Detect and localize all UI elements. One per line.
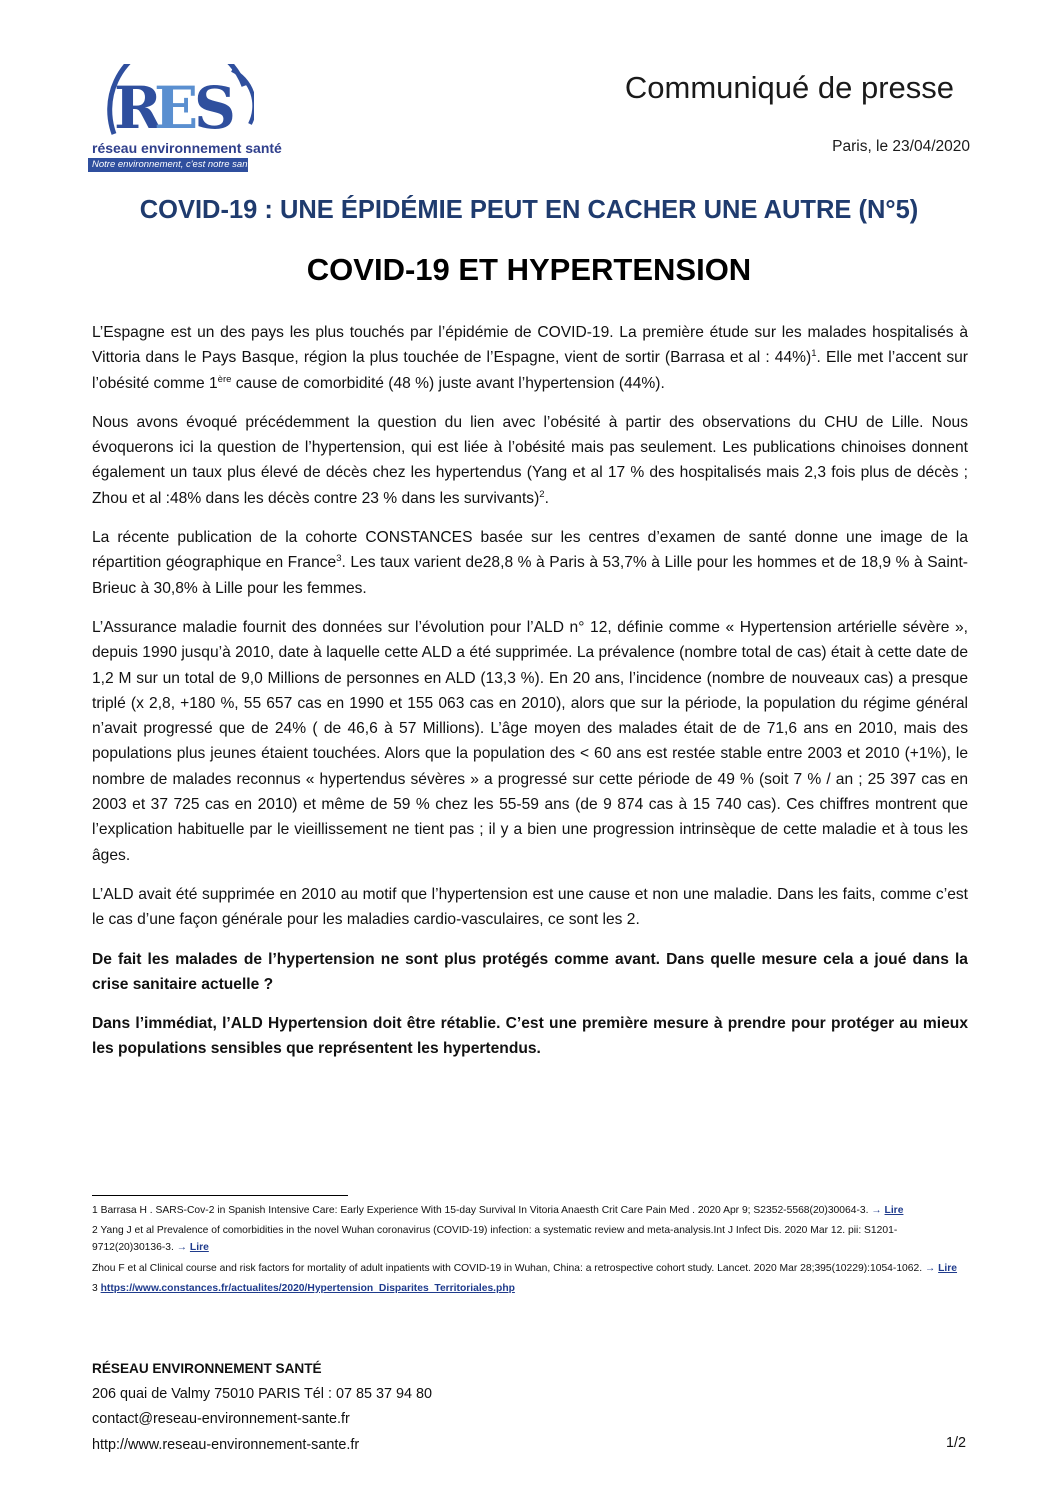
paragraph-4: L’Assurance maladie fournit des données sur l’évolution pour l’ALD n° 12, définie comme « Hypertension artérielle sévère », depuis 1990 jusqu’à 2010, date à laquelle cette ALD a été supprimée. La prévalence (nombre total de cas) était à cette date de 1,2 M sur un total de 9,0 Millions de personnes en ALD (13,3 %). En 20 ans, l’incidence (nombre de nouveaux cas) a presque triplé (x 2,8, +180 %, 55 657 cas en 1990 et 155 063 cas en 2010), alors que sur la période, la population du régime général n’avait progressé que de 24% ( de 46,6 à 57 Millions). L’âge moyen des malades était de de 71,6 ans en 2010, mais des populations plus jeunes étaient touchées. Alors que la population des < 60 ans est restée stable entre 2003 et 2010 (+1%), le nombre de malades reconnus « hypertendus sévères » a progressé sur cette période de 49 % (soit 7 % / an ; 25 397 cas en 2003 et 37 725 cas en 2010) et même de 59 % chez les 55-59 ans (de 9 874 cas à 15 740 cas). Ces chiffres montrent que l’explication habituelle par le vieillissement ne tient pas ; il y a bien une progression intrinsèque de cette maladie et à tous les âges.	[92, 618, 968, 864]
logo-tagline: Notre environnement, c'est notre santé	[88, 158, 248, 172]
footnote-ref-1[interactable]: 1	[811, 348, 817, 360]
email-link[interactable]: contact@reseau-environnement-sante.fr	[92, 1411, 350, 1428]
paragraph-2	[92, 410, 968, 511]
arrow-right-icon: →	[871, 1205, 882, 1216]
document-type: Communiqué de presse	[624, 70, 954, 105]
arrow-right-icon: →	[176, 1242, 188, 1254]
paragraph-1-text-b: . Elle met l’accent sur l’obésité comme 1	[92, 349, 968, 392]
paragraph-2-text-b: .	[544, 489, 549, 507]
footnote-1-link[interactable]: Lire	[884, 1205, 904, 1216]
footnote-1	[92, 1202, 968, 1219]
logo-name: réseau environnement santé	[92, 140, 282, 156]
series-title: COVID-19 : UNE ÉPIDÉMIE PEUT EN CACHER UNE AUTRE (N°5)	[139, 196, 919, 224]
paragraph-3	[92, 525, 968, 601]
footnote-2b-text: Zhou F et al Clinical course and risk factors for mortality of adult inpatients with COVID-19 in Wuhan, China: a retrospective cohort study. Lancet. 2020 Mar 28;395(10229):1054-1062.	[92, 1262, 923, 1274]
footnote-2	[92, 1222, 968, 1256]
paragraph-3-text-a: La récente publication de la cohorte CONSTANCES basée sur les centres d’examen de santé donne une image de la répartition géographique en France	[92, 529, 968, 572]
paragraph-5: L’ALD avait été supprimée en 2010 au motif que l’hypertension est une cause et non une maladie. Dans les faits, comme c’est le cas d’une façon générale pour les maladies cardio-vasculaires, ce sont les 2.	[92, 885, 968, 929]
paragraph-7: Dans l’immédiat, l’ALD Hypertension doit être rétablie. C’est une première mesure à prendre pour protéger au mieux les populations sensibles que représentent les hypertendus.	[92, 1015, 968, 1058]
paragraph-2-text-a: Nous avons évoqué précédemment la question du lien avec l’obésité à partir des observations du CHU de Lille. Nous évoquerons ici la question de l’hypertension, qui est liée à l’obésité mais pas seulement. Les publications chinoises donnent également un taux plus élevé de décès chez les hypertendus (Yang et al 17 % des hospitalisés mais 2,3 fois plus de décès ; Zhou et al :48% dans les décès contre 23 % dans les survivants)	[92, 413, 968, 507]
footnote-2-link[interactable]: Lire	[189, 1242, 209, 1254]
ordinal-superscript: ère	[217, 373, 232, 385]
footnote-3-link[interactable]: https://www.constances.fr/actualites/2020/Hypertension_Disparites_Territoriales.php	[100, 1282, 515, 1294]
page-number: 1/2	[945, 1435, 966, 1451]
logo-letter-r: R	[114, 74, 163, 142]
article-body	[92, 320, 968, 1076]
footnote-2-text: 2 Yang J et al Prevalence of comorbidities in the novel Wuhan coronavirus (COVID-19) infection: a systematic review and meta-analysis.Int J Infect Dis. 2020 Mar 12. pii: S1201-9712(20)30136-3.	[92, 1225, 898, 1254]
place-date: Paris, le 23/04/2020	[832, 138, 970, 155]
footnote-2b-link[interactable]: Lire	[938, 1262, 958, 1274]
footnote-1-text: 1 Barrasa H . SARS-Cov-2 in Spanish Intensive Care: Early Experience With 15-day Survival In Vitoria Anaesth Crit Care Pain Med . 2020 Apr 9; S2352-5568(20)30064-3.	[92, 1205, 869, 1216]
organization-name: RÉSEAU ENVIRONNEMENT SANTÉ	[92, 1361, 322, 1376]
logo-letter-s: S	[194, 74, 236, 142]
footnote-3-number: 3	[92, 1282, 98, 1294]
footnote-2b	[92, 1260, 968, 1277]
arrow-right-icon: →	[924, 1262, 936, 1274]
footnote-3	[92, 1280, 968, 1297]
main-title: COVID-19 ET HYPERTENSION	[306, 252, 752, 287]
footnote-ref-2[interactable]: 2	[539, 488, 545, 500]
paragraph-3-text-b: . Les taux varient de28,8 % à Paris à 53,7% à Lille pour les hommes et de 18,9 % à Saint-Brieuc à 30,8% à Lille pour les femmes.	[92, 554, 968, 597]
logo-letters	[114, 70, 238, 140]
paragraph-1-text-c: cause de comorbidité (48 %) juste avant l’hypertension (44%).	[231, 374, 665, 392]
footnote-ref-3[interactable]: 3	[336, 553, 342, 565]
footnotes	[92, 1202, 968, 1300]
paragraph-6: De fait les malades de l’hypertension ne sont plus protégés comme avant. Dans quelle mesure cela a joué dans la crise sanitaire actuelle ?	[92, 950, 968, 993]
address: 206 quai de Valmy 75010 PARIS Tél : 07 85 37 94 80	[92, 1385, 433, 1402]
website-link[interactable]: http://www.reseau-environnement-sante.fr	[92, 1436, 360, 1453]
paragraph-1-text-a: L’Espagne est un des pays les plus touchés par l’épidémie de COVID-19. La première étude sur les malades hospitalisés à Vittoria dans le Pays Basque, région la plus touchée de l’Espagne, vient de sortir (Barrasa et al : 44%)	[92, 324, 968, 367]
footnote-divider	[92, 1195, 348, 1196]
logo-letter-e: E	[154, 74, 199, 142]
contact-block	[92, 1356, 968, 1458]
paragraph-1	[92, 320, 968, 396]
res-logo	[86, 66, 282, 170]
